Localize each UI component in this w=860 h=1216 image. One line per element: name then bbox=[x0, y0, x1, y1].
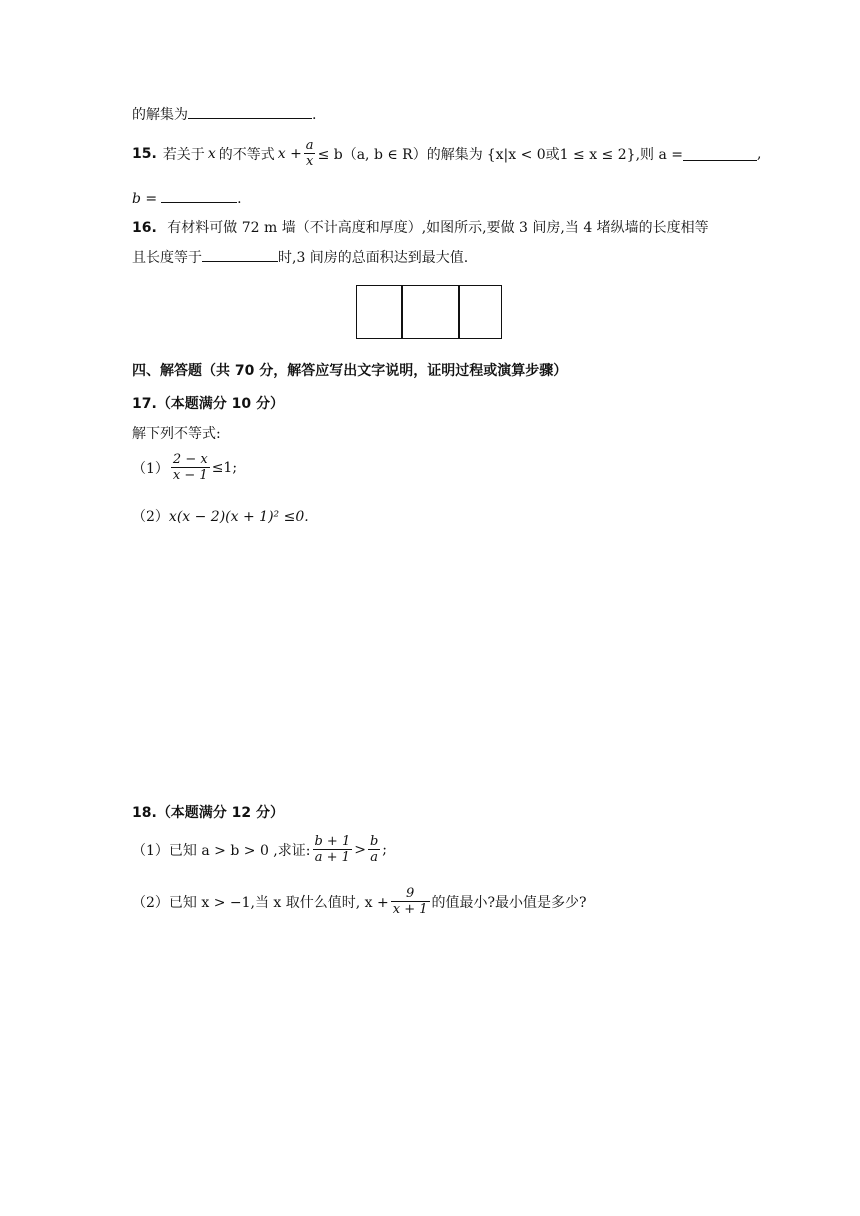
q18-p1-fraction2 bbox=[368, 834, 380, 865]
q18-header bbox=[132, 802, 284, 822]
q15-var-x: x bbox=[207, 145, 216, 162]
q15-fraction bbox=[304, 138, 316, 169]
q15-frac-num: a bbox=[305, 138, 314, 153]
q18-p1-tail: ; bbox=[382, 841, 387, 858]
q16-line2-pre: 且长度等于 bbox=[132, 250, 202, 266]
q15-text1: 若关于 bbox=[162, 146, 205, 163]
q15-b-end: . bbox=[237, 191, 242, 207]
q18-p2-num: 9 bbox=[406, 886, 415, 901]
q18-p1-label: （1） bbox=[132, 842, 169, 859]
q18-p1-den2: a bbox=[370, 850, 378, 865]
q15-number: 15. bbox=[132, 145, 157, 162]
q18-p1-den1: a + 1 bbox=[314, 850, 350, 865]
q16-wall-divider-1 bbox=[401, 286, 403, 338]
q17-header bbox=[132, 393, 284, 413]
q17-instruction: 解下列不等式: bbox=[132, 426, 221, 442]
q15-line1 bbox=[132, 138, 761, 169]
q17-part2 bbox=[132, 506, 309, 526]
q14-tail-line bbox=[132, 104, 316, 124]
q17-p1-fraction bbox=[171, 452, 210, 483]
q17-p1-label: （1） bbox=[132, 460, 169, 477]
q16-number: 16. bbox=[132, 220, 157, 236]
q18-p2-fraction bbox=[391, 886, 430, 917]
q16-line2-post: 时,3 间房的总面积达到最大值. bbox=[278, 250, 469, 266]
q15-text2: 的不等式 bbox=[218, 146, 275, 163]
q18-p2-den: x + 1 bbox=[392, 902, 428, 917]
q15-text3: ,则 a = bbox=[635, 146, 683, 163]
q18-p1-gt: > bbox=[354, 841, 366, 858]
q16-line1 bbox=[132, 217, 709, 237]
q18-p1-num1: b + 1 bbox=[314, 834, 351, 849]
q18-part2 bbox=[132, 886, 587, 917]
q18-p2-label: （2） bbox=[132, 894, 169, 911]
q15-frac-den: x bbox=[306, 154, 314, 169]
q16-line1-text: 有材料可做 72 m 墙（不计高度和厚度）,如图所示,要做 3 间房,当 4 堵纵墙的长度相等 bbox=[167, 220, 709, 236]
q16-room-diagram bbox=[356, 285, 502, 339]
q14-tail-end: . bbox=[312, 107, 317, 123]
q17-part1 bbox=[132, 452, 237, 483]
q17-p1-tail: ≤1; bbox=[211, 459, 238, 476]
q17-p1-den: x − 1 bbox=[172, 468, 208, 483]
q15-text4: , bbox=[757, 145, 762, 162]
q15-b-label: b = bbox=[132, 191, 158, 207]
q18-p1-pre: 已知 a > b > 0 ,求证: bbox=[168, 842, 311, 859]
q15-a-blank bbox=[683, 146, 757, 161]
q15-solution-set: {x|x < 0或1 ≤ x ≤ 2} bbox=[486, 146, 636, 163]
q17-p1-num: 2 − x bbox=[172, 452, 208, 467]
q15-b-blank bbox=[161, 188, 237, 203]
q18-p1-fraction1 bbox=[312, 834, 352, 865]
q14-tail-text: 的解集为 bbox=[132, 107, 188, 123]
q14-answer-blank bbox=[188, 104, 312, 119]
q18-p1-num2: b bbox=[369, 834, 379, 849]
q16-answer-blank bbox=[202, 247, 278, 262]
q18-score: （本题满分 12 分） bbox=[156, 805, 285, 821]
q15-expr-pre: x + bbox=[277, 145, 302, 162]
section4-title: 四、解答题（共 70 分，解答应写出文字说明，证明过程或演算步骤） bbox=[132, 363, 568, 379]
q15-line2 bbox=[132, 188, 242, 207]
q18-part1 bbox=[132, 834, 387, 865]
q16-line2 bbox=[132, 247, 468, 267]
q16-wall-divider-2 bbox=[458, 286, 460, 338]
q18-p2-post: 的值最小?最小值是多少? bbox=[431, 894, 587, 911]
q17-p2-label: （2） bbox=[132, 509, 169, 525]
q18-number: 18. bbox=[132, 805, 157, 821]
q17-number: 17. bbox=[132, 396, 157, 412]
q15-expr-post: ≤ b（a, b ∈ R）的解集为 bbox=[317, 146, 483, 163]
q17-p2-expr: x(x − 2)(x + 1)² ≤0. bbox=[168, 509, 309, 525]
q17-score: （本题满分 10 分） bbox=[156, 396, 285, 412]
q18-p2-pre: 已知 x > −1,当 x 取什么值时, x + bbox=[168, 894, 389, 911]
